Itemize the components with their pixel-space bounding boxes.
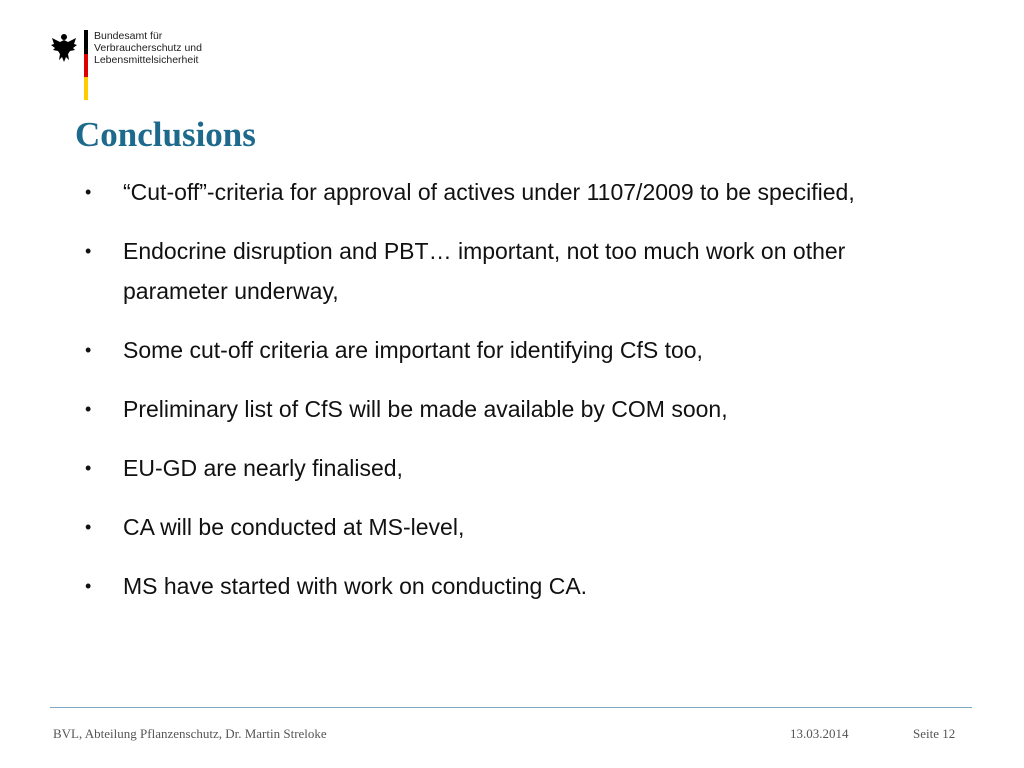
footer-date: 13.03.2014 <box>790 726 849 741</box>
footer-divider <box>50 707 972 708</box>
slide-title: Conclusions <box>75 115 256 154</box>
bullet-list <box>85 172 905 625</box>
bullet-text: Some cut-off criteria are important for identifying CfS too, <box>123 337 703 363</box>
bullet-text: MS have started with work on conducting CA. <box>123 573 588 599</box>
bullet-item <box>85 172 905 212</box>
footer-author: BVL, Abteilung Pflanzenschutz, Dr. Martin Streloke <box>53 726 327 741</box>
bullet-item <box>85 231 905 311</box>
bullet-text: EU-GD are nearly finalised, <box>123 455 403 481</box>
bullet-marker: • <box>85 241 92 261</box>
org-line-3: Lebensmittelsicherheit <box>94 54 199 66</box>
bullet-text: Endocrine disruption and PBT… important, not too much work on other parameter underway, <box>123 238 846 304</box>
org-line-1: Bundesamt für <box>94 30 163 42</box>
german-flag-bar <box>84 30 88 100</box>
organization-name <box>94 30 202 66</box>
footer-page-number: Seite 12 <box>913 726 956 741</box>
bvl-logo <box>50 30 250 100</box>
bullet-text: “Cut-off”-criteria for approval of actives under 1107/2009 to be specified, <box>123 179 855 205</box>
bullet-marker: • <box>85 182 92 202</box>
bullet-text: Preliminary list of CfS will be made available by COM soon, <box>123 396 728 422</box>
bullet-marker: • <box>85 458 92 478</box>
bullet-text: CA will be conducted at MS-level, <box>123 514 465 540</box>
bullet-item <box>85 330 905 370</box>
bullet-item <box>85 566 905 606</box>
bullet-item <box>85 448 905 488</box>
flag-stripe-gold <box>84 77 88 100</box>
flag-stripe-red <box>84 54 88 77</box>
bullet-marker: • <box>85 517 92 537</box>
bullet-marker: • <box>85 576 92 596</box>
flag-stripe-black <box>84 30 88 54</box>
federal-eagle-icon <box>50 32 78 64</box>
bullet-item <box>85 389 905 429</box>
org-line-2: Verbraucherschutz und <box>94 42 202 54</box>
bullet-marker: • <box>85 340 92 360</box>
bullet-item <box>85 507 905 547</box>
bullet-marker: • <box>85 399 92 419</box>
